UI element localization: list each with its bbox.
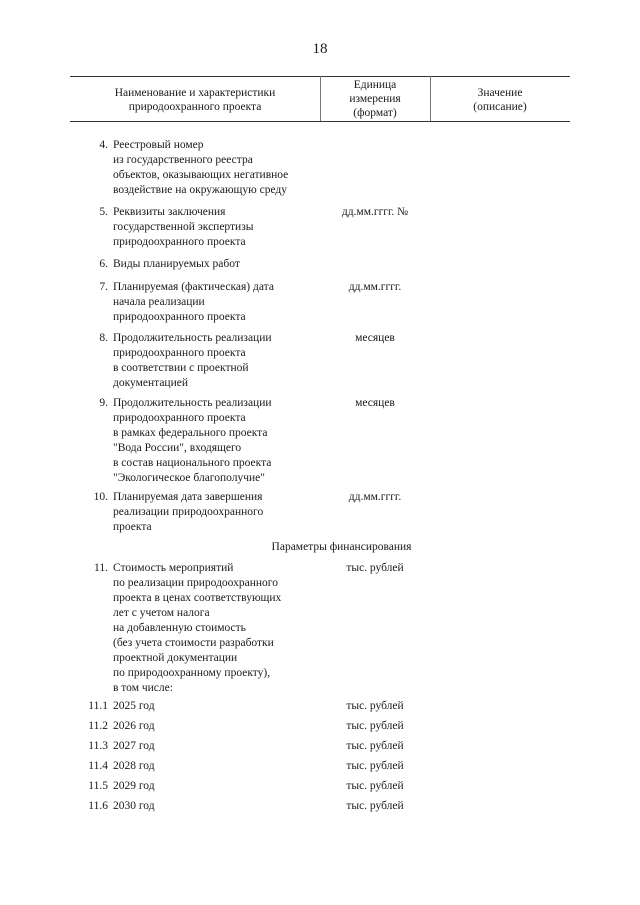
- row-unit: тыс. рублей: [346, 562, 404, 574]
- row-unit: тыс. рублей: [346, 780, 404, 792]
- row-number: 11.: [94, 562, 108, 574]
- row-number: 11.2: [88, 720, 108, 732]
- page-number: 18: [312, 41, 328, 57]
- row-number: 7.: [99, 281, 108, 293]
- header-unit: Единица измерения (формат): [349, 79, 401, 119]
- header-bottom-rule: [70, 121, 570, 122]
- header-name: Наименование и характеристики природоохранного проекта: [114, 87, 276, 113]
- row-unit: тыс. рублей: [346, 800, 404, 812]
- row-number: 10.: [93, 491, 108, 503]
- row-unit: тыс. рублей: [346, 740, 404, 752]
- row-unit: дд.мм.гггг.: [348, 281, 402, 293]
- row-name: 2025 год: [113, 700, 155, 712]
- row-unit: месяцев: [355, 332, 395, 344]
- row-name: Реестровый номер из государственного реестра объектов, оказывающих негативное воздействие на окружающую среду: [113, 139, 289, 196]
- row-number: 9.: [99, 397, 108, 409]
- row-unit: тыс. рублей: [346, 760, 404, 772]
- row-name: 2029 год: [113, 780, 155, 792]
- row-unit: дд.мм.гггг.: [348, 491, 402, 503]
- row-number: 4.: [99, 139, 108, 151]
- header-value: Значение (описание): [473, 87, 527, 113]
- row-name: Продолжительность реализации природоохранного проекта в соответствии с проектной документацией: [113, 332, 272, 389]
- row-name: Стоимость мероприятий по реализации природоохранного проекта в ценах соответствующих лет с учетом налога на добавленную стоимость (без учета стоимости разработки проектной документации по природоохранному проекту), в том числе:: [113, 562, 282, 694]
- row-name: 2027 год: [113, 740, 155, 752]
- row-name: Планируемая дата завершения реализации природоохранного проекта: [113, 491, 264, 533]
- section-title: Параметры финансирования: [271, 541, 412, 553]
- row-unit: тыс. рублей: [346, 700, 404, 712]
- row-name: Реквизиты заключения государственной экспертизы природоохранного проекта: [113, 206, 254, 248]
- row-name: Виды планируемых работ: [113, 258, 240, 270]
- row-number: 11.1: [88, 700, 108, 712]
- row-name: 2028 год: [113, 760, 155, 772]
- row-number: 11.6: [88, 800, 108, 812]
- row-unit: месяцев: [355, 397, 395, 409]
- row-number: 11.5: [88, 780, 108, 792]
- row-number: 6.: [99, 258, 108, 270]
- row-number: 11.3: [88, 740, 108, 752]
- row-number: 5.: [99, 206, 108, 218]
- row-name: 2026 год: [113, 720, 155, 732]
- row-name: 2030 год: [113, 800, 155, 812]
- row-unit: дд.мм.гггг. №: [341, 206, 409, 218]
- row-name: Продолжительность реализации природоохранного проекта в рамках федерального проекта "Вода России", входящего в состав национального проекта "Экологическое благополучие": [113, 397, 272, 484]
- row-number: 11.4: [88, 760, 108, 772]
- row-unit: тыс. рублей: [346, 720, 404, 732]
- row-name: Планируемая (фактическая) дата начала реализации природоохранного проекта: [113, 281, 274, 323]
- row-number: 8.: [99, 332, 108, 344]
